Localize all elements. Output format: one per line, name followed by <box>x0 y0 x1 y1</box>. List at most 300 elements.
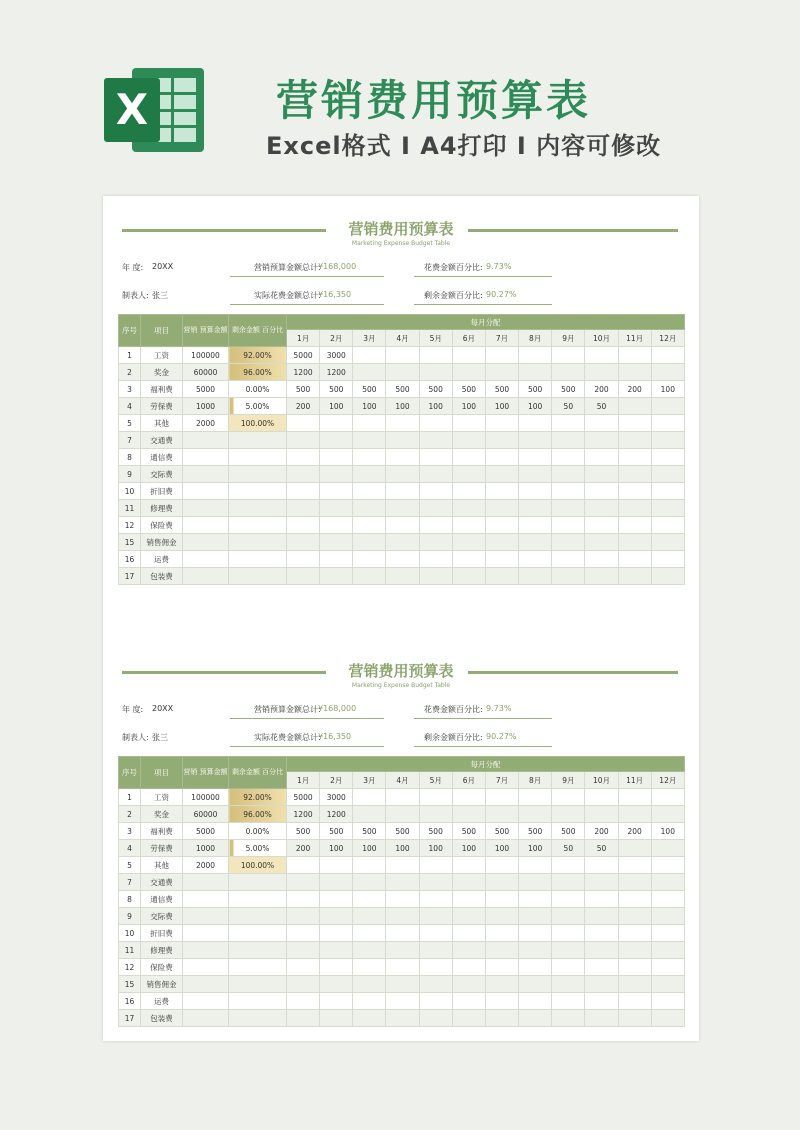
cell-month[interactable] <box>287 432 320 449</box>
cell-budget[interactable] <box>183 568 229 585</box>
cell-remain-pct[interactable] <box>229 517 287 534</box>
cell-month[interactable]: 500 <box>552 823 585 840</box>
cell-month[interactable] <box>386 364 419 381</box>
cell-month[interactable] <box>651 1010 684 1027</box>
cell-month[interactable] <box>419 874 452 891</box>
cell-month[interactable] <box>386 534 419 551</box>
cell-month[interactable] <box>353 1010 386 1027</box>
cell-month[interactable] <box>452 993 485 1010</box>
cell-month[interactable] <box>618 806 651 823</box>
cell-month[interactable] <box>287 534 320 551</box>
cell-month[interactable] <box>651 551 684 568</box>
cell-month[interactable] <box>552 568 585 585</box>
cell-month[interactable] <box>651 789 684 806</box>
cell-budget[interactable] <box>183 874 229 891</box>
cell-month[interactable]: 500 <box>287 381 320 398</box>
cell-month[interactable] <box>353 432 386 449</box>
cell-month[interactable] <box>452 517 485 534</box>
cell-month[interactable] <box>519 942 552 959</box>
cell-month[interactable] <box>651 500 684 517</box>
cell-month[interactable]: 500 <box>320 823 353 840</box>
cell-item[interactable]: 修理费 <box>141 942 183 959</box>
cell-month[interactable] <box>651 942 684 959</box>
cell-month[interactable] <box>585 364 618 381</box>
cell-no[interactable]: 8 <box>119 891 141 908</box>
cell-month[interactable]: 100 <box>651 381 684 398</box>
cell-no[interactable]: 2 <box>119 364 141 381</box>
cell-month[interactable]: 100 <box>452 840 485 857</box>
cell-month[interactable] <box>651 568 684 585</box>
cell-month[interactable]: 500 <box>419 381 452 398</box>
cell-remain-pct[interactable] <box>229 993 287 1010</box>
cell-item[interactable]: 通信费 <box>141 891 183 908</box>
cell-month[interactable] <box>287 874 320 891</box>
cell-budget[interactable]: 60000 <box>183 806 229 823</box>
cell-month[interactable] <box>485 432 518 449</box>
cell-remain-pct[interactable]: 92.00% <box>229 347 287 364</box>
cell-month[interactable] <box>386 993 419 1010</box>
cell-month[interactable] <box>452 449 485 466</box>
cell-month[interactable] <box>618 908 651 925</box>
cell-budget[interactable] <box>183 959 229 976</box>
cell-month[interactable]: 100 <box>353 398 386 415</box>
cell-month[interactable] <box>618 1010 651 1027</box>
cell-month[interactable] <box>320 908 353 925</box>
cell-remain-pct[interactable] <box>229 483 287 500</box>
cell-month[interactable]: 100 <box>320 840 353 857</box>
cell-month[interactable] <box>485 857 518 874</box>
cell-month[interactable] <box>419 568 452 585</box>
cell-no[interactable]: 8 <box>119 449 141 466</box>
cell-month[interactable] <box>485 789 518 806</box>
cell-month[interactable] <box>485 976 518 993</box>
cell-month[interactable] <box>585 874 618 891</box>
cell-month[interactable] <box>452 806 485 823</box>
cell-month[interactable] <box>585 415 618 432</box>
cell-month[interactable]: 100 <box>386 398 419 415</box>
cell-remain-pct[interactable] <box>229 908 287 925</box>
cell-no[interactable]: 4 <box>119 398 141 415</box>
cell-no[interactable]: 11 <box>119 942 141 959</box>
cell-month[interactable] <box>618 517 651 534</box>
cell-remain-pct[interactable]: 5.00% <box>229 840 287 857</box>
cell-month[interactable] <box>585 568 618 585</box>
cell-month[interactable] <box>287 959 320 976</box>
cell-no[interactable]: 7 <box>119 874 141 891</box>
cell-month[interactable] <box>519 1010 552 1027</box>
cell-month[interactable] <box>287 891 320 908</box>
cell-item[interactable]: 其他 <box>141 857 183 874</box>
cell-month[interactable] <box>452 347 485 364</box>
cell-month[interactable]: 200 <box>287 398 320 415</box>
cell-month[interactable] <box>419 347 452 364</box>
cell-month[interactable] <box>353 925 386 942</box>
cell-month[interactable]: 100 <box>452 398 485 415</box>
cell-month[interactable] <box>386 942 419 959</box>
cell-month[interactable] <box>552 551 585 568</box>
cell-month[interactable] <box>585 806 618 823</box>
cell-month[interactable] <box>618 449 651 466</box>
cell-item[interactable]: 运费 <box>141 551 183 568</box>
cell-month[interactable] <box>485 483 518 500</box>
cell-month[interactable] <box>320 551 353 568</box>
cell-month[interactable] <box>618 959 651 976</box>
cell-item[interactable]: 交通费 <box>141 874 183 891</box>
cell-month[interactable] <box>585 857 618 874</box>
cell-month[interactable] <box>386 925 419 942</box>
cell-budget[interactable]: 100000 <box>183 347 229 364</box>
cell-month[interactable] <box>353 806 386 823</box>
cell-month[interactable]: 1200 <box>287 806 320 823</box>
cell-no[interactable]: 17 <box>119 1010 141 1027</box>
cell-month[interactable]: 100 <box>651 823 684 840</box>
cell-month[interactable] <box>485 806 518 823</box>
cell-budget[interactable]: 2000 <box>183 415 229 432</box>
cell-month[interactable] <box>651 891 684 908</box>
cell-month[interactable] <box>552 925 585 942</box>
cell-month[interactable] <box>452 364 485 381</box>
cell-month[interactable] <box>452 534 485 551</box>
cell-month[interactable] <box>519 500 552 517</box>
cell-month[interactable] <box>519 806 552 823</box>
cell-month[interactable]: 100 <box>353 840 386 857</box>
cell-month[interactable] <box>485 959 518 976</box>
cell-item[interactable]: 福利费 <box>141 381 183 398</box>
cell-budget[interactable]: 5000 <box>183 381 229 398</box>
cell-month[interactable] <box>353 415 386 432</box>
cell-remain-pct[interactable]: 100.00% <box>229 415 287 432</box>
cell-month[interactable] <box>485 993 518 1010</box>
cell-item[interactable]: 保险费 <box>141 517 183 534</box>
cell-month[interactable] <box>519 347 552 364</box>
cell-month[interactable] <box>419 483 452 500</box>
cell-item[interactable]: 福利费 <box>141 823 183 840</box>
cell-remain-pct[interactable] <box>229 432 287 449</box>
cell-month[interactable] <box>552 857 585 874</box>
cell-month[interactable] <box>485 925 518 942</box>
cell-budget[interactable] <box>183 942 229 959</box>
cell-month[interactable] <box>320 449 353 466</box>
cell-month[interactable] <box>287 517 320 534</box>
cell-month[interactable] <box>519 925 552 942</box>
cell-month[interactable] <box>651 517 684 534</box>
cell-month[interactable] <box>419 517 452 534</box>
cell-month[interactable] <box>452 483 485 500</box>
cell-budget[interactable] <box>183 925 229 942</box>
cell-item[interactable]: 包装费 <box>141 1010 183 1027</box>
cell-month[interactable] <box>353 789 386 806</box>
cell-month[interactable]: 100 <box>419 840 452 857</box>
cell-month[interactable] <box>452 925 485 942</box>
cell-month[interactable] <box>585 789 618 806</box>
cell-month[interactable] <box>353 891 386 908</box>
cell-budget[interactable]: 5000 <box>183 823 229 840</box>
cell-month[interactable]: 5000 <box>287 347 320 364</box>
cell-budget[interactable] <box>183 483 229 500</box>
cell-month[interactable] <box>552 432 585 449</box>
cell-month[interactable] <box>585 908 618 925</box>
cell-month[interactable] <box>618 551 651 568</box>
cell-month[interactable] <box>353 942 386 959</box>
cell-remain-pct[interactable]: 96.00% <box>229 806 287 823</box>
cell-month[interactable]: 500 <box>452 823 485 840</box>
cell-remain-pct[interactable]: 0.00% <box>229 381 287 398</box>
cell-month[interactable]: 100 <box>519 840 552 857</box>
cell-budget[interactable] <box>183 976 229 993</box>
cell-month[interactable] <box>452 551 485 568</box>
cell-month[interactable] <box>287 857 320 874</box>
cell-month[interactable] <box>419 1010 452 1027</box>
cell-month[interactable] <box>485 1010 518 1027</box>
cell-no[interactable]: 12 <box>119 517 141 534</box>
cell-budget[interactable]: 2000 <box>183 857 229 874</box>
cell-month[interactable] <box>585 942 618 959</box>
cell-month[interactable] <box>651 483 684 500</box>
cell-budget[interactable] <box>183 466 229 483</box>
cell-month[interactable] <box>651 415 684 432</box>
cell-month[interactable] <box>386 806 419 823</box>
cell-month[interactable]: 200 <box>585 823 618 840</box>
cell-month[interactable] <box>386 976 419 993</box>
cell-month[interactable] <box>519 959 552 976</box>
cell-month[interactable] <box>452 857 485 874</box>
cell-item[interactable]: 工资 <box>141 789 183 806</box>
cell-month[interactable] <box>386 1010 419 1027</box>
cell-month[interactable] <box>287 1010 320 1027</box>
cell-month[interactable] <box>485 347 518 364</box>
cell-month[interactable] <box>353 347 386 364</box>
cell-month[interactable] <box>353 449 386 466</box>
cell-item[interactable]: 通信费 <box>141 449 183 466</box>
cell-month[interactable] <box>452 415 485 432</box>
cell-month[interactable] <box>353 568 386 585</box>
cell-remain-pct[interactable] <box>229 976 287 993</box>
cell-remain-pct[interactable] <box>229 449 287 466</box>
cell-month[interactable] <box>552 908 585 925</box>
cell-month[interactable]: 200 <box>287 840 320 857</box>
cell-month[interactable] <box>419 500 452 517</box>
cell-remain-pct[interactable] <box>229 466 287 483</box>
cell-month[interactable] <box>552 466 585 483</box>
cell-month[interactable]: 5000 <box>287 789 320 806</box>
cell-remain-pct[interactable]: 5.00% <box>229 398 287 415</box>
cell-month[interactable] <box>585 551 618 568</box>
cell-month[interactable] <box>552 1010 585 1027</box>
cell-no[interactable]: 4 <box>119 840 141 857</box>
cell-month[interactable] <box>519 874 552 891</box>
cell-month[interactable]: 500 <box>386 381 419 398</box>
cell-month[interactable] <box>320 976 353 993</box>
cell-budget[interactable] <box>183 534 229 551</box>
cell-month[interactable] <box>651 840 684 857</box>
cell-month[interactable] <box>552 534 585 551</box>
cell-month[interactable] <box>452 891 485 908</box>
cell-month[interactable] <box>419 534 452 551</box>
cell-month[interactable] <box>552 415 585 432</box>
cell-no[interactable]: 3 <box>119 381 141 398</box>
cell-month[interactable] <box>618 466 651 483</box>
cell-month[interactable] <box>287 415 320 432</box>
cell-item[interactable]: 交际费 <box>141 466 183 483</box>
cell-month[interactable] <box>287 993 320 1010</box>
cell-month[interactable] <box>419 993 452 1010</box>
cell-month[interactable] <box>618 857 651 874</box>
cell-month[interactable] <box>386 483 419 500</box>
cell-budget[interactable] <box>183 993 229 1010</box>
cell-month[interactable] <box>651 857 684 874</box>
cell-month[interactable]: 3000 <box>320 789 353 806</box>
cell-month[interactable] <box>320 959 353 976</box>
cell-month[interactable]: 50 <box>552 398 585 415</box>
cell-month[interactable] <box>287 500 320 517</box>
cell-budget[interactable] <box>183 551 229 568</box>
cell-remain-pct[interactable]: 96.00% <box>229 364 287 381</box>
cell-month[interactable] <box>386 789 419 806</box>
cell-budget[interactable]: 100000 <box>183 789 229 806</box>
cell-month[interactable]: 500 <box>287 823 320 840</box>
cell-month[interactable] <box>452 500 485 517</box>
cell-month[interactable] <box>519 789 552 806</box>
cell-budget[interactable] <box>183 1010 229 1027</box>
cell-month[interactable] <box>519 891 552 908</box>
cell-item[interactable]: 保险费 <box>141 959 183 976</box>
cell-month[interactable] <box>419 466 452 483</box>
cell-item[interactable]: 劳保费 <box>141 398 183 415</box>
cell-month[interactable] <box>452 942 485 959</box>
cell-item[interactable]: 交际费 <box>141 908 183 925</box>
cell-month[interactable] <box>419 432 452 449</box>
cell-month[interactable] <box>419 551 452 568</box>
cell-month[interactable] <box>485 568 518 585</box>
cell-month[interactable] <box>353 993 386 1010</box>
cell-month[interactable] <box>386 415 419 432</box>
cell-month[interactable]: 500 <box>353 381 386 398</box>
cell-month[interactable] <box>519 908 552 925</box>
cell-month[interactable] <box>386 432 419 449</box>
cell-month[interactable] <box>353 517 386 534</box>
cell-month[interactable] <box>618 500 651 517</box>
cell-month[interactable] <box>618 874 651 891</box>
cell-month[interactable] <box>585 959 618 976</box>
cell-no[interactable]: 3 <box>119 823 141 840</box>
cell-month[interactable] <box>320 534 353 551</box>
cell-month[interactable] <box>618 789 651 806</box>
cell-month[interactable] <box>618 483 651 500</box>
cell-month[interactable] <box>651 534 684 551</box>
cell-month[interactable] <box>552 517 585 534</box>
cell-month[interactable] <box>485 551 518 568</box>
cell-month[interactable] <box>618 925 651 942</box>
cell-month[interactable] <box>552 942 585 959</box>
cell-month[interactable] <box>452 466 485 483</box>
cell-month[interactable] <box>287 942 320 959</box>
cell-month[interactable]: 200 <box>585 381 618 398</box>
cell-month[interactable] <box>519 551 552 568</box>
cell-item[interactable]: 销售佣金 <box>141 976 183 993</box>
cell-month[interactable]: 200 <box>618 381 651 398</box>
cell-no[interactable]: 1 <box>119 789 141 806</box>
cell-month[interactable] <box>485 891 518 908</box>
cell-month[interactable] <box>651 449 684 466</box>
cell-month[interactable] <box>419 415 452 432</box>
cell-month[interactable] <box>485 517 518 534</box>
cell-no[interactable]: 17 <box>119 568 141 585</box>
cell-month[interactable] <box>386 959 419 976</box>
cell-remain-pct[interactable] <box>229 534 287 551</box>
cell-month[interactable] <box>320 1010 353 1027</box>
cell-item[interactable]: 折旧费 <box>141 925 183 942</box>
cell-month[interactable] <box>452 1010 485 1027</box>
cell-month[interactable] <box>386 874 419 891</box>
cell-remain-pct[interactable] <box>229 500 287 517</box>
cell-month[interactable] <box>485 942 518 959</box>
cell-month[interactable]: 50 <box>585 398 618 415</box>
cell-month[interactable] <box>419 789 452 806</box>
cell-budget[interactable] <box>183 517 229 534</box>
cell-month[interactable]: 500 <box>452 381 485 398</box>
cell-month[interactable] <box>287 976 320 993</box>
cell-month[interactable] <box>552 993 585 1010</box>
cell-month[interactable] <box>618 993 651 1010</box>
cell-month[interactable] <box>519 568 552 585</box>
cell-month[interactable] <box>419 976 452 993</box>
cell-month[interactable] <box>419 959 452 976</box>
cell-month[interactable] <box>585 993 618 1010</box>
cell-remain-pct[interactable] <box>229 891 287 908</box>
cell-month[interactable] <box>519 415 552 432</box>
cell-month[interactable] <box>552 874 585 891</box>
cell-month[interactable] <box>618 568 651 585</box>
cell-budget[interactable] <box>183 500 229 517</box>
cell-month[interactable]: 50 <box>585 840 618 857</box>
cell-month[interactable] <box>618 347 651 364</box>
cell-item[interactable]: 其他 <box>141 415 183 432</box>
cell-month[interactable] <box>419 806 452 823</box>
cell-month[interactable] <box>585 925 618 942</box>
cell-month[interactable] <box>585 517 618 534</box>
cell-month[interactable] <box>519 857 552 874</box>
cell-month[interactable] <box>353 976 386 993</box>
cell-month[interactable] <box>386 551 419 568</box>
cell-month[interactable] <box>585 500 618 517</box>
cell-month[interactable] <box>287 449 320 466</box>
cell-month[interactable] <box>452 976 485 993</box>
cell-month[interactable] <box>485 449 518 466</box>
cell-remain-pct[interactable] <box>229 551 287 568</box>
cell-month[interactable] <box>452 874 485 891</box>
cell-month[interactable] <box>519 517 552 534</box>
cell-month[interactable] <box>419 364 452 381</box>
cell-month[interactable] <box>552 364 585 381</box>
cell-month[interactable]: 500 <box>485 381 518 398</box>
cell-month[interactable] <box>452 432 485 449</box>
cell-no[interactable]: 12 <box>119 959 141 976</box>
cell-month[interactable] <box>651 976 684 993</box>
cell-month[interactable]: 100 <box>485 840 518 857</box>
cell-item[interactable]: 劳保费 <box>141 840 183 857</box>
cell-month[interactable] <box>287 466 320 483</box>
cell-month[interactable] <box>287 908 320 925</box>
cell-month[interactable] <box>552 449 585 466</box>
cell-month[interactable] <box>419 891 452 908</box>
cell-month[interactable]: 100 <box>419 398 452 415</box>
cell-month[interactable] <box>287 483 320 500</box>
cell-month[interactable]: 100 <box>485 398 518 415</box>
cell-month[interactable] <box>320 500 353 517</box>
cell-month[interactable] <box>320 874 353 891</box>
cell-month[interactable] <box>618 364 651 381</box>
cell-month[interactable] <box>287 551 320 568</box>
